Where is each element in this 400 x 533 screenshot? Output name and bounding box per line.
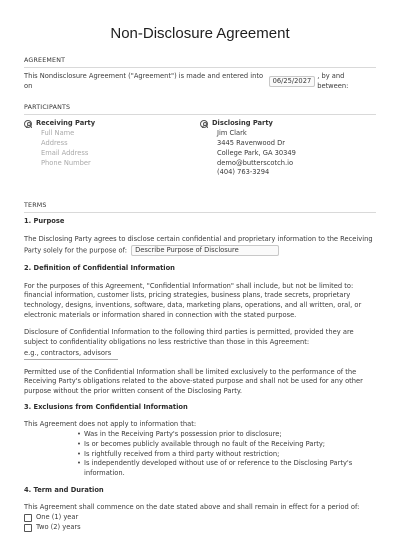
term-option-2[interactable] xyxy=(24,523,376,533)
exclusions-list xyxy=(24,430,376,479)
purpose-text xyxy=(24,235,376,256)
disclosing-name: Jim Clark xyxy=(217,129,247,138)
exclusions-intro: This Agreement does not apply to information that: xyxy=(24,420,197,429)
disclosing-party-title: Disclosing Party xyxy=(212,118,273,127)
section-divider xyxy=(24,114,376,115)
disclosing-phone: (404) 763-3294 xyxy=(217,168,270,177)
section-divider xyxy=(24,67,376,68)
document-title: Non-Disclosure Agreement xyxy=(110,25,290,42)
definition-para2: Disclosure of Confidential Information to the following third parties is permitted, provided they are subject to confidentiality obligations no less restrictive than those in this Agreement: xyxy=(24,328,354,347)
disclosing-email: demo@butterscotch.io xyxy=(217,158,294,167)
agreement-text: This Nondisclosure Agreement ("Agreement") is made and entered into on xyxy=(24,72,264,90)
term-intro: This Agreement shall commence on the date stated above and shall remain in effect for a period of: xyxy=(24,503,360,512)
definition-heading: 2. Definition of Confidential Information xyxy=(24,263,175,272)
user-icon xyxy=(24,120,32,128)
section-divider xyxy=(24,212,376,213)
agreement-line xyxy=(24,72,376,91)
receiving-party xyxy=(24,119,200,178)
agreement-label: AGREEMENT xyxy=(24,57,66,64)
agreement-text-end: , by and between: xyxy=(317,72,349,90)
checkbox[interactable] xyxy=(24,514,32,522)
definition-para3: Permitted use of the Confidential Information shall be limited exclusively to the performance of the Receiving Party's obligations related to the above-stated purpose and shall not be used for any other purpose without the prior written consent of the Disclosing Party. xyxy=(24,367,363,395)
list-item: • Is or becomes publicly available through no fault of the Receiving Party; xyxy=(84,440,376,450)
full-name-field[interactable]: Full Name xyxy=(41,129,75,138)
receiving-party-title: Receiving Party xyxy=(36,118,96,127)
participants-label: PARTICIPANTS xyxy=(24,103,71,111)
disclosing-party xyxy=(200,119,376,178)
term-option-label: One (1) year xyxy=(36,513,79,522)
list-item: • Was in the Receiving Party's possession prior to disclosure; xyxy=(84,430,376,440)
term-option-1[interactable] xyxy=(24,513,376,523)
disclosing-city: College Park, GA 30349 xyxy=(217,148,296,157)
purpose-field[interactable]: Describe Purpose of Disclosure xyxy=(131,245,279,256)
purpose-heading: 1. Purpose xyxy=(24,217,65,226)
term-heading: 4. Term and Duration xyxy=(24,485,104,494)
disclosing-street: 3445 Ravenwood Dr xyxy=(217,139,285,148)
exclusions-heading: 3. Exclusions from Confidential Information xyxy=(24,402,188,411)
user-icon xyxy=(200,120,208,128)
address-field[interactable]: Address xyxy=(41,139,68,148)
purpose-body: The Disclosing Party agrees to disclose certain confidential and proprietary information to the Receiving Party solely for the purpose of: xyxy=(24,234,373,255)
list-item: • Is independently developed without use of or reference to the Disclosing Party's information. xyxy=(84,459,376,478)
agreement-date-field[interactable]: 06/25/2027 xyxy=(269,76,316,87)
third-parties-field[interactable]: e.g., contractors, advisors xyxy=(24,349,118,360)
participants-section xyxy=(24,119,376,178)
list-item: • Is rightfully received from a third party without restriction; xyxy=(84,450,376,460)
term-option-label: Two (2) years xyxy=(36,522,81,531)
terms-label: TERMS xyxy=(24,202,47,209)
definition-para1: For the purposes of this Agreement, "Confidential Information" shall include, but not be limited to: financial information, customer lists, pricing strategies, business plans, trade secrets, proprietary technology, designs, inventions, software, data, marketing plans, operations, and all written, oral, or electronic materials or information shared in connection with the stated purpose. xyxy=(24,281,362,319)
checkbox[interactable] xyxy=(24,524,32,532)
phone-field[interactable]: Phone Number xyxy=(41,158,91,167)
email-field[interactable]: Email Address xyxy=(41,148,89,157)
